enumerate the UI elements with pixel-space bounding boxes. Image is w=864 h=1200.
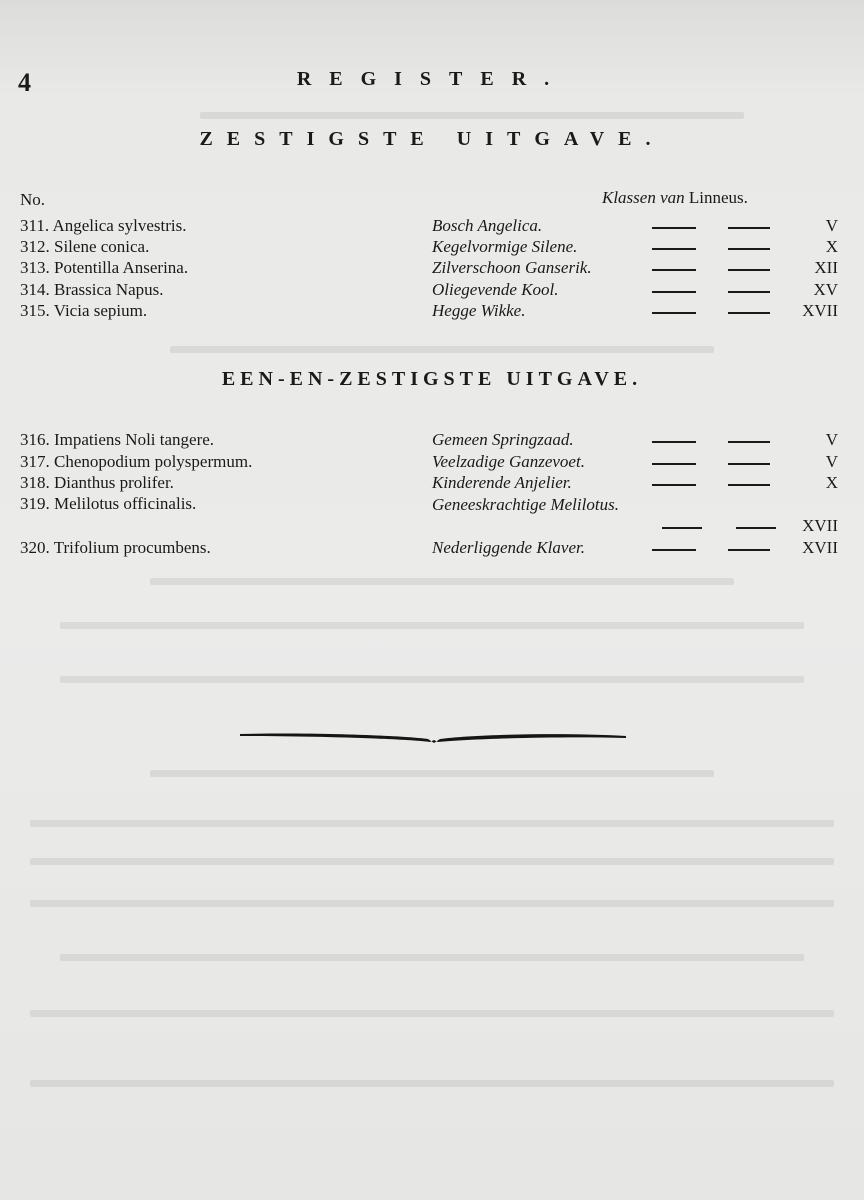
bleed-through-line (150, 770, 714, 777)
leader-dash (728, 484, 770, 486)
leader-dash (652, 227, 696, 229)
leader-dash (652, 441, 696, 443)
register-row (20, 538, 840, 560)
latin-name: 315. Vicia sepium. (20, 301, 148, 320)
register-row (20, 301, 840, 323)
latin-name: 320. Trifolium procumbens. (20, 538, 211, 557)
leader-dash (652, 312, 696, 314)
latin-name: 311. Angelica sylvestris. (20, 216, 187, 235)
register-row (20, 452, 840, 474)
dutch-name: Bosch Angelica. (432, 216, 543, 235)
leader-dash (728, 312, 770, 314)
register-row (20, 258, 840, 280)
leader-dash (736, 527, 776, 529)
section-title: EEN-EN-ZESTIGSTE UITGAVE. (221, 368, 643, 390)
bleed-through-line (30, 858, 834, 865)
page-number: 4 (18, 68, 31, 97)
leader-dash (662, 527, 702, 529)
register-row (20, 237, 840, 259)
column-header-classes (602, 188, 748, 208)
dutch-name: Veelzadige Ganzevoet. (432, 452, 585, 471)
linnaeus-class: XII (814, 258, 838, 277)
leader-dash (652, 248, 696, 250)
leader-dash (652, 291, 696, 293)
leader-dash (652, 463, 696, 465)
section-title: ZESTIGSTE UITGAVE. (199, 128, 665, 150)
latin-name: 318. Dianthus prolifer. (20, 473, 174, 492)
dutch-name: Geneeskrachtige Melilotus. (432, 495, 619, 514)
leader-dash (728, 463, 770, 465)
bleed-through-line (30, 1010, 834, 1017)
dutch-name: Kegelvormige Silene. (432, 237, 578, 256)
latin-name: 312. Silene conica. (20, 237, 150, 256)
latin-name: 319. Melilotus officinalis. (20, 494, 197, 513)
linnaeus-class: XV (813, 280, 838, 299)
ornamental-rule (238, 726, 630, 746)
latin-name: 317. Chenopodium polyspermum. (20, 452, 253, 471)
leader-dash (652, 484, 696, 486)
bleed-through-line (200, 112, 744, 119)
dutch-name: Gemeen Springzaad. (432, 430, 574, 449)
register-row (20, 216, 840, 238)
dutch-name: Oliegevende Kool. (432, 280, 559, 299)
leader-dash (652, 549, 696, 551)
dutch-name: Kinderende Anjelier. (432, 473, 572, 492)
register-row (20, 430, 840, 452)
register-row (20, 494, 840, 538)
bleed-through-line (60, 954, 804, 961)
bleed-through-line (30, 820, 834, 827)
bleed-through-line (170, 346, 714, 353)
linnaeus-class: V (825, 216, 838, 235)
leader-dash (728, 227, 770, 229)
linnaeus-class: V (825, 430, 838, 449)
linnaeus-class: V (825, 452, 838, 471)
latin-name: 316. Impatiens Noli tangere. (20, 430, 215, 449)
leader-dash (728, 248, 770, 250)
leader-dash (728, 549, 770, 551)
leader-dash (652, 269, 696, 271)
bleed-through-line (30, 1080, 834, 1087)
dutch-name: Zilverschoon Ganserik. (432, 258, 592, 277)
linnaeus-class: XVII (802, 516, 838, 535)
column-header-classes-roman: Linneus. (688, 188, 748, 207)
bleed-through-line (30, 900, 834, 907)
leader-dash (728, 269, 770, 271)
linnaeus-class: XVII (802, 301, 838, 320)
bleed-through-line (60, 676, 804, 683)
dutch-name: Nederliggende Klaver. (432, 538, 585, 557)
bleed-through-line (150, 578, 734, 585)
latin-name: 313. Potentilla Anserina. (20, 258, 189, 277)
bleed-through-line (60, 622, 804, 629)
latin-name: 314. Brassica Napus. (20, 280, 164, 299)
register-row (20, 473, 840, 495)
leader-dash (728, 291, 770, 293)
dutch-name: Hegge Wikke. (432, 301, 526, 320)
column-header-no: No. (20, 190, 46, 209)
register-title: REGISTER. (296, 68, 568, 90)
column-header-classes-italic: Klassen van (602, 188, 685, 207)
leader-dash (728, 441, 770, 443)
register-row (20, 280, 840, 302)
linnaeus-class: X (825, 473, 838, 492)
linnaeus-class: XVII (802, 538, 838, 557)
linnaeus-class: X (825, 237, 838, 256)
